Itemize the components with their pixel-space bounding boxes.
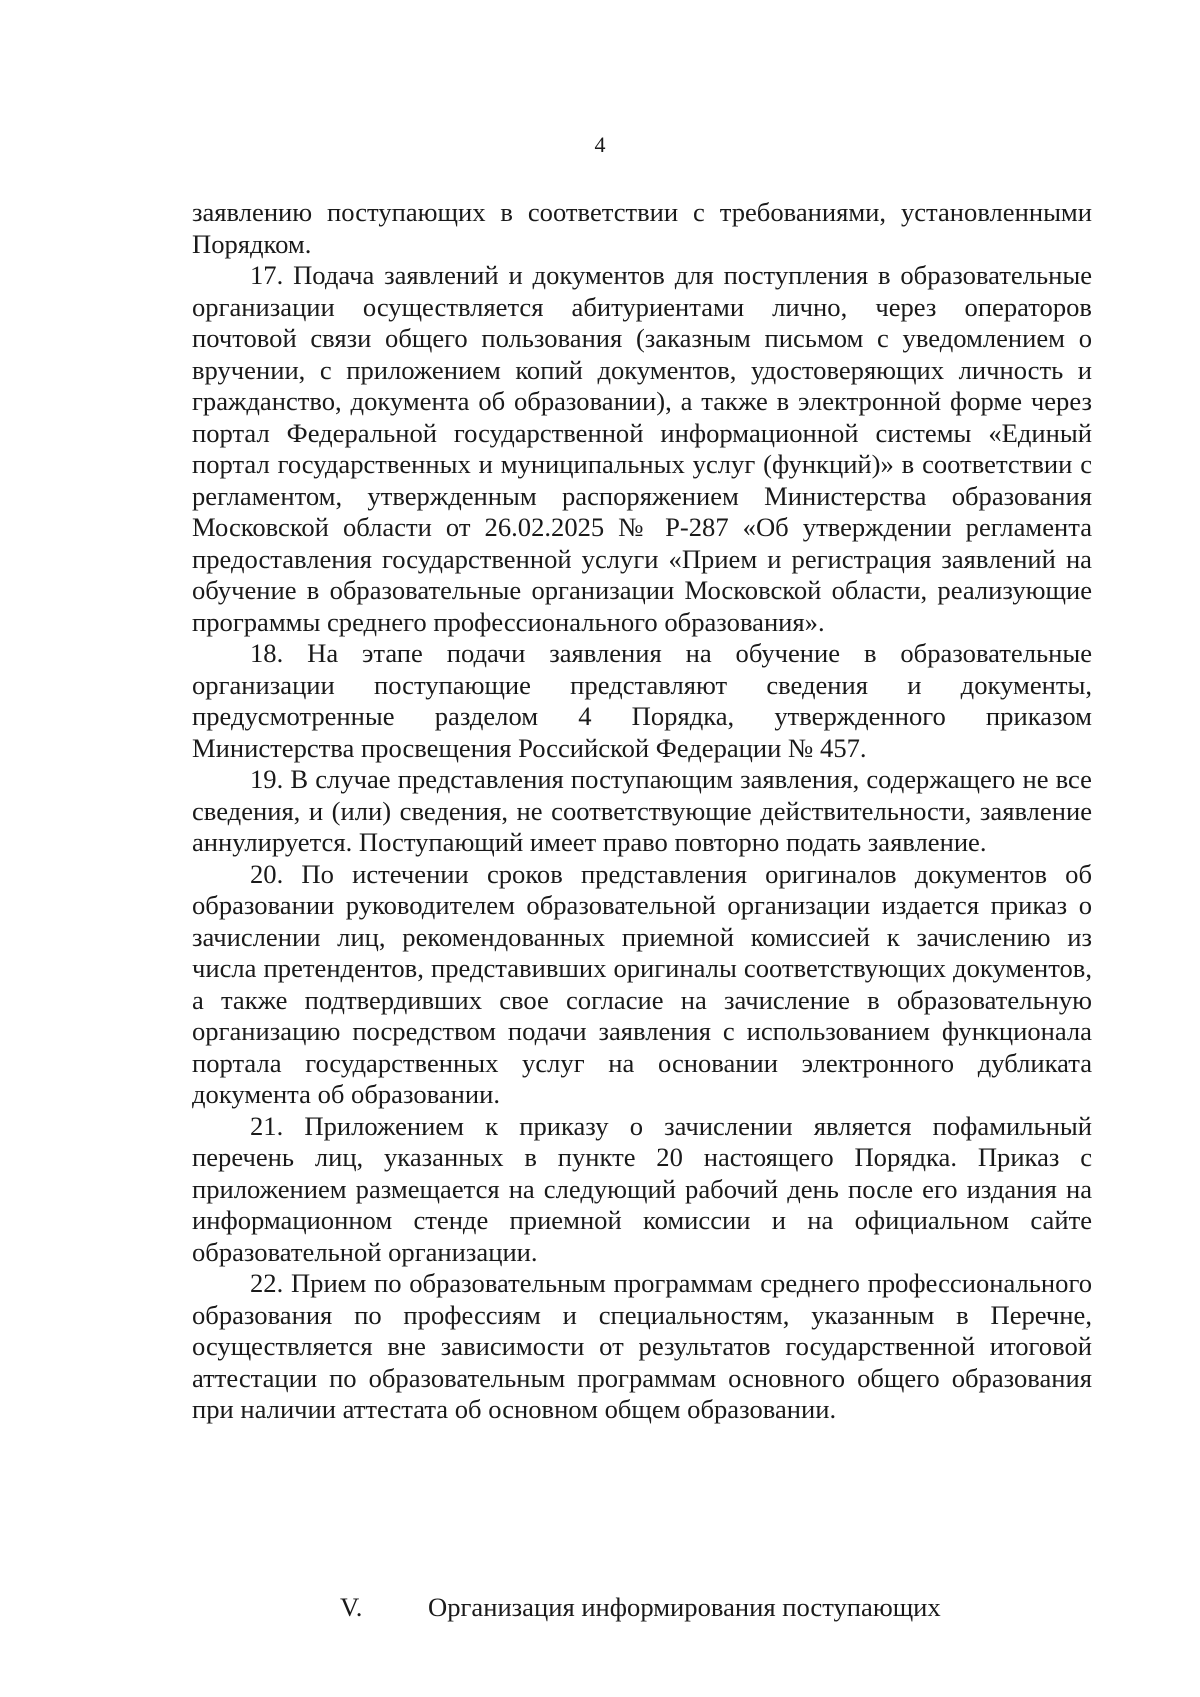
- paragraph-continuation: заявлению поступающих в соответствии с требованиями, установленными Порядком.: [192, 197, 1092, 259]
- section-number: V.: [340, 1592, 363, 1622]
- paragraph-item-20: 20. По истечении сроков представления оригиналов документов об образовании руководителем образовательной организации издается приказ о зачислении лиц, рекомендованных приемной комиссией к зачислению из числа претендентов, представивших оригиналы соответствующих документов, а также подтвердивших свое согласие на зачисление в образовательную организацию посредством подачи заявления с использованием функционала портала государственных услуг на основании электронного дубликата документа об образовании.: [192, 858, 1092, 1109]
- paragraph-item-18: 18. На этапе подачи заявления на обучение в образовательные организации поступающие представляют сведения и документы, предусмотренные разделом 4 Порядка, утвержденного приказом Министерства просвещения Российской Федерации № 457.: [192, 638, 1092, 763]
- paragraph-item-22: 22. Прием по образовательным программам среднего профессионального образования по профессиям и специальностям, указанным в Перечне, осуществляется вне зависимости от результатов государственной итоговой аттестации по образовательным программам основного общего образования при наличии аттестата об основном общем образовании.: [192, 1268, 1092, 1424]
- section-title: Организация информирования поступающих: [428, 1592, 941, 1622]
- paragraph-item-19: 19. В случае представления поступающим заявления, содержащего не все сведения, и (или) сведения, не соответствующие действительности, заявление аннулируется. Поступающий имеет право повторно подать заявление.: [192, 764, 1092, 857]
- paragraph-item-17: 17. Подача заявлений и документов для поступления в образовательные организации осуществляется абитуриентами лично, через операторов почтовой связи общего пользования (заказным письмом с уведомлением о вручении, с приложением копий документов, удостоверяющих личность и гражданство, документа об образовании), а также в электронной форме через портал Федеральной государственной информационной системы «Единый портал государственных и муниципальных услуг (функций)» в соответствии с регламентом, утвержденным распоряжением Министерства образования Московской области от 26.02.2025 № Р-287 «Об утверждении регламента предоставления государственной услуги «Прием и регистрация заявлений на обучение в образовательные организации Московской области, реализующие программы среднего профессионального образования».: [192, 260, 1092, 637]
- document-body: [192, 197, 1092, 1426]
- paragraph-item-21: 21. Приложением к приказу о зачислении является пофамильный перечень лиц, указанных в пункте 20 настоящего Порядка. Приказ с приложением размещается на следующий рабочий день после его издания на информационном стенде приемной комиссии и на официальном сайте образовательной организации.: [192, 1110, 1092, 1267]
- page-number: 4: [594, 132, 606, 157]
